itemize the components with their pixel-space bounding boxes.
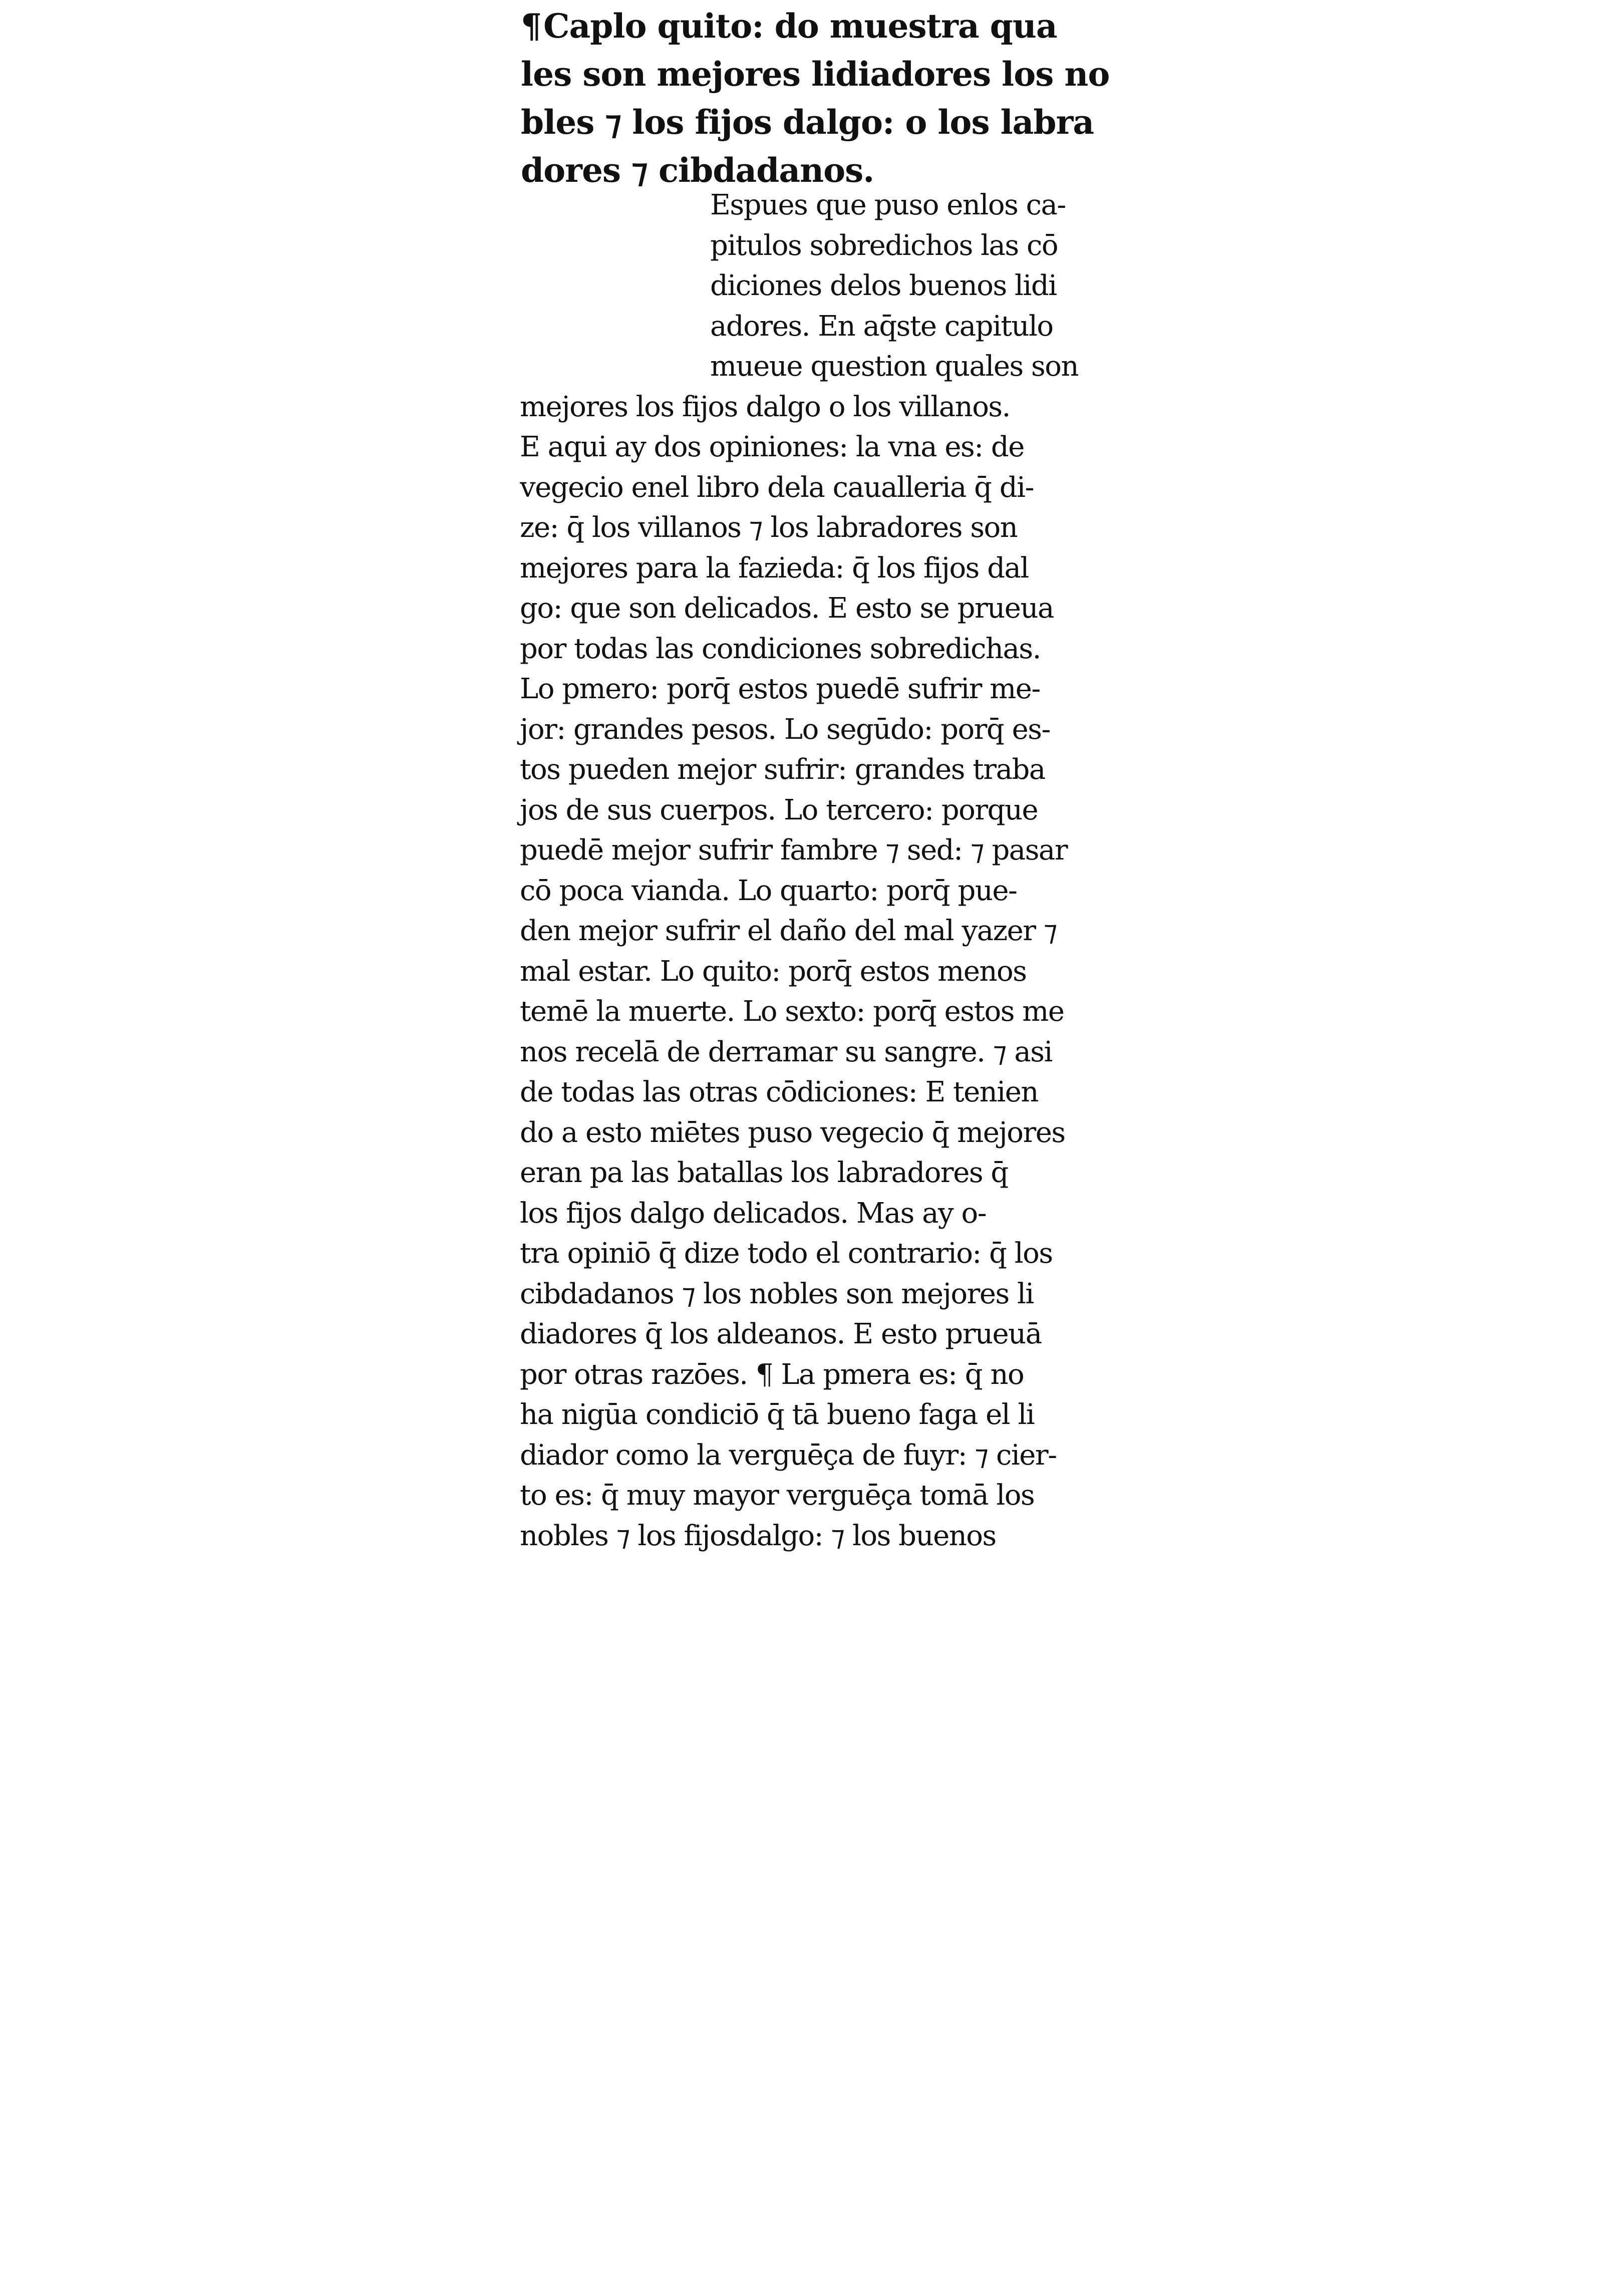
heading-text: Caplo quito: do muestra qua (543, 7, 1057, 46)
body-line: to es: q̄ muy mayor verguēça tomā los (520, 1479, 1035, 1512)
body-line: diador como la verguēça de fuyr: ⁊ cier- (520, 1439, 1057, 1472)
body-line: jor: grandes pesos. Lo segūdo: porq̄ es- (520, 713, 1050, 746)
body-line: Espues que puso enlos ca- (710, 189, 1066, 221)
body-line: diadores q̄ los aldeanos. E esto prueuā (520, 1318, 1042, 1350)
body-line: cibdadanos ⁊ los nobles son mejores li (520, 1277, 1034, 1310)
heading-line: dores ⁊ cibdadanos. (521, 151, 874, 190)
body-line: E aqui ay dos opiniones: la vna es: de (520, 431, 1024, 463)
body-line: vegecio enel libro dela caualleria q̄ di- (520, 471, 1034, 504)
chapter-body (520, 185, 1078, 1556)
body-line: temē la muerte. Lo sexto: porq̄ estos me (520, 995, 1064, 1028)
body-line: ze: q̄ los villanos ⁊ los labradores son (520, 511, 1018, 544)
body-line: tra opiniō q̄ dize todo el contrario: q̄ los (520, 1237, 1053, 1270)
body-line: nobles ⁊ los fijosdalgo: ⁊ los buenos (520, 1519, 996, 1552)
body-line: Lo pmero: porq̄ estos puedē sufrir me- (520, 673, 1040, 705)
heading-line: les son mejores lidiadores los no (521, 55, 1110, 94)
chapter-heading (521, 2, 1109, 194)
body-line: mejores los fijos dalgo o los villanos. (520, 390, 1010, 423)
body-line: pitulos sobredichos las cō (710, 229, 1058, 262)
pilcrow-mark: ¶ (521, 7, 541, 46)
body-line: los fijos dalgo delicados. Mas ay o- (520, 1197, 987, 1230)
body-line: por todas las condiciones sobredichas. (520, 632, 1041, 665)
body-line: ha nigūa condiciō q̄ tā bueno faga el li (520, 1398, 1035, 1431)
heading-line: bles ⁊ los fijos dalgo: o los labra (521, 103, 1094, 142)
heading-line (521, 2, 1109, 50)
body-line: tos pueden mejor sufrir: grandes traba (520, 753, 1045, 786)
body-line: den mejor sufrir el daño del mal yazer ⁊ (520, 915, 1057, 947)
body-line: mejores para la fazieda: q̄ los fijos dal (520, 551, 1029, 585)
body-line: nos recelā de derramar su sangre. ⁊ asi (520, 1035, 1052, 1068)
body-line: eran pa las batallas los labradores q̄ (520, 1157, 1008, 1189)
body-line: diciones delos buenos lidi (710, 269, 1057, 302)
body-line: jos de sus cuerpos. Lo tercero: porque (520, 793, 1038, 826)
body-line: adores. En aq̄ste capitulo (710, 310, 1053, 343)
body-line: puedē mejor sufrir fambre ⁊ sed: ⁊ pasar (520, 834, 1068, 867)
body-line: por otras razōes. ¶ La pmera es: q̄ no (520, 1358, 1024, 1391)
body-line: mueue question quales son (710, 350, 1079, 383)
body-line: de todas las otras cōdiciones: E tenien (520, 1076, 1038, 1108)
body-line: mal estar. Lo quito: porq̄ estos menos (520, 955, 1027, 988)
body-line: do a esto miētes puso vegecio q̄ mejores (520, 1116, 1065, 1149)
body-line: cō poca vianda. Lo quarto: porq̄ pue- (520, 874, 1017, 907)
body-line: go: que son delicados. E esto se prueua (520, 592, 1054, 625)
